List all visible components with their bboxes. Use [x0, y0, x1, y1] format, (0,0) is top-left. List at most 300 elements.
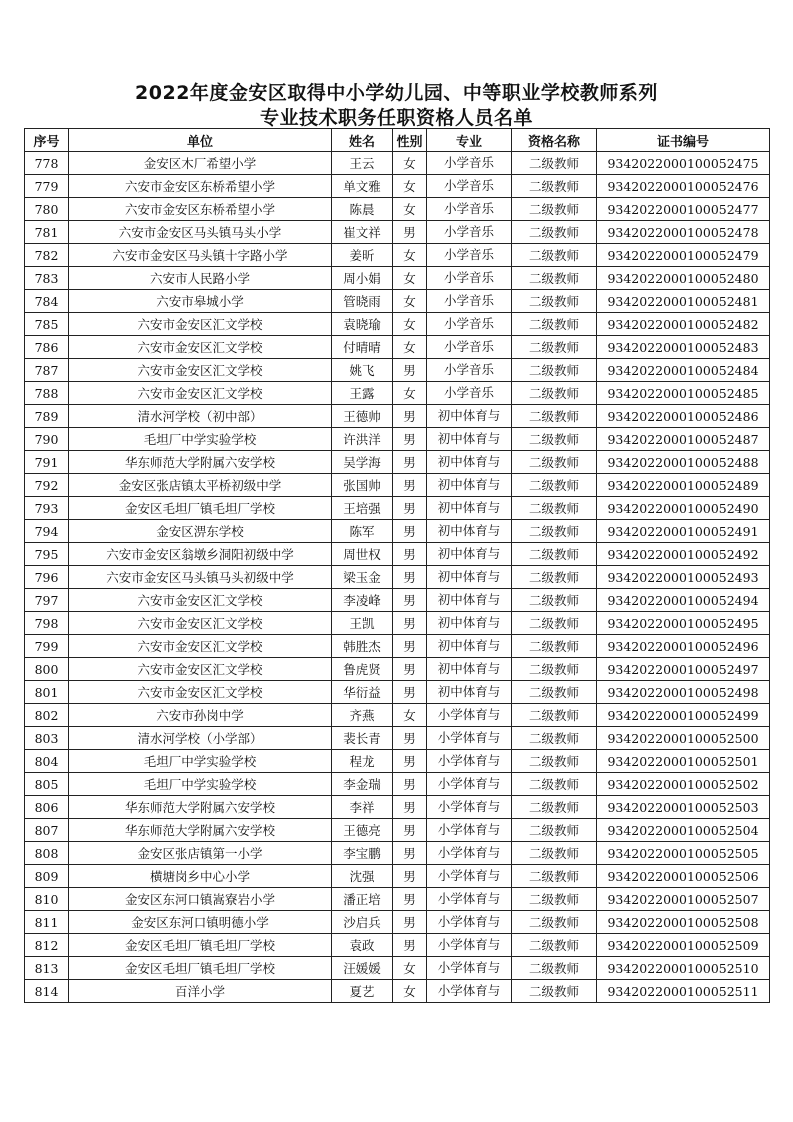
- cell-unit: 六安市金安区汇文学校: [69, 359, 332, 382]
- cell-gender: 男: [393, 842, 427, 865]
- cell-seq: 810: [25, 888, 69, 911]
- cell-certificate: 9342022000100052476: [597, 175, 770, 198]
- cell-major: 初中体育与: [427, 658, 512, 681]
- cell-unit: 六安市金安区东桥希望小学: [69, 198, 332, 221]
- table-row: [25, 175, 770, 198]
- cell-seq: 813: [25, 957, 69, 980]
- cell-name: 梁玉金: [332, 566, 393, 589]
- cell-gender: 男: [393, 750, 427, 773]
- cell-seq: 779: [25, 175, 69, 198]
- cell-major: 小学音乐: [427, 359, 512, 382]
- cell-certificate: 9342022000100052499: [597, 704, 770, 727]
- cell-unit: 六安市金安区汇文学校: [69, 658, 332, 681]
- cell-name: 王云: [332, 152, 393, 175]
- cell-seq: 794: [25, 520, 69, 543]
- cell-major: 初中体育与: [427, 520, 512, 543]
- cell-seq: 782: [25, 244, 69, 267]
- table-row: [25, 520, 770, 543]
- table-row: [25, 911, 770, 934]
- cell-gender: 男: [393, 681, 427, 704]
- cell-qualification: 二级教师: [512, 497, 597, 520]
- cell-gender: 女: [393, 336, 427, 359]
- cell-gender: 男: [393, 520, 427, 543]
- cell-qualification: 二级教师: [512, 819, 597, 842]
- cell-unit: 金安区东河口镇嵩寮岩小学: [69, 888, 332, 911]
- cell-major: 小学音乐: [427, 267, 512, 290]
- cell-qualification: 二级教师: [512, 842, 597, 865]
- table-row: [25, 819, 770, 842]
- cell-qualification: 二级教师: [512, 382, 597, 405]
- cell-qualification: 二级教师: [512, 175, 597, 198]
- cell-unit: 六安市金安区汇文学校: [69, 382, 332, 405]
- cell-name: 李金瑞: [332, 773, 393, 796]
- cell-unit: 金安区木厂希望小学: [69, 152, 332, 175]
- cell-seq: 807: [25, 819, 69, 842]
- cell-name: 周小娟: [332, 267, 393, 290]
- cell-unit: 华东师范大学附属六安学校: [69, 451, 332, 474]
- cell-name: 李祥: [332, 796, 393, 819]
- table-row: [25, 934, 770, 957]
- cell-qualification: 二级教师: [512, 704, 597, 727]
- cell-certificate: 9342022000100052490: [597, 497, 770, 520]
- cell-qualification: 二级教师: [512, 750, 597, 773]
- cell-major: 初中体育与: [427, 543, 512, 566]
- cell-gender: 女: [393, 267, 427, 290]
- cell-unit: 清水河学校（小学部）: [69, 727, 332, 750]
- cell-gender: 男: [393, 497, 427, 520]
- cell-qualification: 二级教师: [512, 589, 597, 612]
- cell-qualification: 二级教师: [512, 428, 597, 451]
- cell-major: 小学体育与: [427, 865, 512, 888]
- cell-major: 小学体育与: [427, 819, 512, 842]
- table-row: [25, 612, 770, 635]
- cell-seq: 814: [25, 980, 69, 1003]
- cell-certificate: 9342022000100052486: [597, 405, 770, 428]
- cell-certificate: 9342022000100052506: [597, 865, 770, 888]
- cell-gender: 男: [393, 773, 427, 796]
- cell-gender: 男: [393, 359, 427, 382]
- cell-name: 齐燕: [332, 704, 393, 727]
- table-row: [25, 543, 770, 566]
- cell-name: 王凯: [332, 612, 393, 635]
- cell-certificate: 9342022000100052496: [597, 635, 770, 658]
- cell-qualification: 二级教师: [512, 267, 597, 290]
- document-title-line1: 2022年度金安区取得中小学幼儿园、中等职业学校教师系列: [135, 82, 658, 104]
- cell-qualification: 二级教师: [512, 520, 597, 543]
- cell-certificate: 9342022000100052508: [597, 911, 770, 934]
- table-row: [25, 750, 770, 773]
- cell-unit: 六安市孙岗中学: [69, 704, 332, 727]
- table-row: [25, 267, 770, 290]
- table-row: [25, 405, 770, 428]
- cell-name: 陈军: [332, 520, 393, 543]
- cell-gender: 男: [393, 727, 427, 750]
- cell-gender: 男: [393, 428, 427, 451]
- table-row: [25, 474, 770, 497]
- cell-major: 小学体育与: [427, 842, 512, 865]
- cell-unit: 金安区毛坦厂镇毛坦厂学校: [69, 957, 332, 980]
- cell-qualification: 二级教师: [512, 244, 597, 267]
- cell-major: 小学音乐: [427, 244, 512, 267]
- cell-seq: 808: [25, 842, 69, 865]
- cell-major: 小学音乐: [427, 152, 512, 175]
- cell-unit: 金安区毛坦厂镇毛坦厂学校: [69, 934, 332, 957]
- cell-major: 小学音乐: [427, 313, 512, 336]
- cell-major: 初中体育与: [427, 589, 512, 612]
- cell-seq: 792: [25, 474, 69, 497]
- cell-gender: 男: [393, 543, 427, 566]
- cell-certificate: 9342022000100052484: [597, 359, 770, 382]
- table-row: [25, 681, 770, 704]
- cell-certificate: 9342022000100052483: [597, 336, 770, 359]
- cell-certificate: 9342022000100052489: [597, 474, 770, 497]
- cell-name: 姚飞: [332, 359, 393, 382]
- cell-unit: 六安市金安区汇文学校: [69, 681, 332, 704]
- cell-unit: 六安市金安区马头镇十字路小学: [69, 244, 332, 267]
- cell-qualification: 二级教师: [512, 681, 597, 704]
- cell-name: 单文雅: [332, 175, 393, 198]
- table-row: [25, 957, 770, 980]
- cell-unit: 六安市金安区马头镇马头小学: [69, 221, 332, 244]
- cell-qualification: 二级教师: [512, 658, 597, 681]
- table-row: [25, 658, 770, 681]
- cell-major: 初中体育与: [427, 612, 512, 635]
- cell-major: 小学音乐: [427, 336, 512, 359]
- cell-seq: 795: [25, 543, 69, 566]
- cell-name: 陈晨: [332, 198, 393, 221]
- cell-seq: 786: [25, 336, 69, 359]
- cell-name: 王德亮: [332, 819, 393, 842]
- cell-certificate: 9342022000100052493: [597, 566, 770, 589]
- cell-name: 沙启兵: [332, 911, 393, 934]
- cell-seq: 790: [25, 428, 69, 451]
- cell-major: 小学体育与: [427, 704, 512, 727]
- cell-major: 初中体育与: [427, 474, 512, 497]
- cell-qualification: 二级教师: [512, 980, 597, 1003]
- cell-certificate: 9342022000100052481: [597, 290, 770, 313]
- cell-certificate: 9342022000100052511: [597, 980, 770, 1003]
- cell-qualification: 二级教师: [512, 405, 597, 428]
- header-qualification: 资格名称: [512, 129, 597, 152]
- cell-seq: 799: [25, 635, 69, 658]
- cell-major: 初中体育与: [427, 635, 512, 658]
- cell-major: 小学体育与: [427, 888, 512, 911]
- cell-gender: 男: [393, 474, 427, 497]
- cell-major: 初中体育与: [427, 497, 512, 520]
- cell-certificate: 9342022000100052500: [597, 727, 770, 750]
- table-row: [25, 313, 770, 336]
- cell-seq: 785: [25, 313, 69, 336]
- cell-gender: 男: [393, 865, 427, 888]
- cell-seq: 804: [25, 750, 69, 773]
- cell-name: 沈强: [332, 865, 393, 888]
- table-row: [25, 773, 770, 796]
- cell-gender: 女: [393, 290, 427, 313]
- cell-unit: 毛坦厂中学实验学校: [69, 428, 332, 451]
- cell-unit: 六安市金安区汇文学校: [69, 635, 332, 658]
- cell-certificate: 9342022000100052479: [597, 244, 770, 267]
- cell-qualification: 二级教师: [512, 566, 597, 589]
- table-row: [25, 497, 770, 520]
- cell-qualification: 二级教师: [512, 221, 597, 244]
- table-row: [25, 336, 770, 359]
- table-row: [25, 635, 770, 658]
- cell-name: 李宝鹏: [332, 842, 393, 865]
- cell-name: 许洪洋: [332, 428, 393, 451]
- cell-gender: 男: [393, 405, 427, 428]
- header-gender: 性别: [393, 129, 427, 152]
- cell-certificate: 9342022000100052485: [597, 382, 770, 405]
- cell-major: 小学音乐: [427, 382, 512, 405]
- cell-seq: 780: [25, 198, 69, 221]
- cell-name: 王德帅: [332, 405, 393, 428]
- table-row: [25, 428, 770, 451]
- table-row: [25, 451, 770, 474]
- cell-certificate: 9342022000100052491: [597, 520, 770, 543]
- cell-certificate: 9342022000100052497: [597, 658, 770, 681]
- cell-qualification: 二级教师: [512, 911, 597, 934]
- cell-name: 袁晓瑜: [332, 313, 393, 336]
- cell-name: 姜昕: [332, 244, 393, 267]
- cell-unit: 六安市金安区东桥希望小学: [69, 175, 332, 198]
- table-row: [25, 221, 770, 244]
- cell-gender: 男: [393, 566, 427, 589]
- header-seq: 序号: [25, 129, 69, 152]
- cell-unit: 金安区张店镇第一小学: [69, 842, 332, 865]
- cell-unit: 六安市人民路小学: [69, 267, 332, 290]
- cell-gender: 男: [393, 451, 427, 474]
- cell-name: 袁政: [332, 934, 393, 957]
- cell-name: 华衍益: [332, 681, 393, 704]
- cell-qualification: 二级教师: [512, 359, 597, 382]
- cell-major: 初中体育与: [427, 451, 512, 474]
- cell-major: 小学音乐: [427, 290, 512, 313]
- cell-gender: 男: [393, 796, 427, 819]
- cell-unit: 华东师范大学附属六安学校: [69, 819, 332, 842]
- table-row: [25, 888, 770, 911]
- cell-qualification: 二级教师: [512, 635, 597, 658]
- cell-seq: 798: [25, 612, 69, 635]
- cell-qualification: 二级教师: [512, 773, 597, 796]
- cell-gender: 男: [393, 888, 427, 911]
- cell-certificate: 9342022000100052501: [597, 750, 770, 773]
- cell-unit: 金安区毛坦厂镇毛坦厂学校: [69, 497, 332, 520]
- cell-seq: 802: [25, 704, 69, 727]
- table-row: [25, 589, 770, 612]
- cell-seq: 789: [25, 405, 69, 428]
- cell-major: 小学体育与: [427, 727, 512, 750]
- cell-name: 管晓雨: [332, 290, 393, 313]
- cell-qualification: 二级教师: [512, 543, 597, 566]
- cell-gender: 女: [393, 980, 427, 1003]
- cell-seq: 778: [25, 152, 69, 175]
- table-row: [25, 980, 770, 1003]
- cell-major: 初中体育与: [427, 428, 512, 451]
- cell-gender: 女: [393, 382, 427, 405]
- cell-name: 李凌峰: [332, 589, 393, 612]
- cell-gender: 女: [393, 152, 427, 175]
- cell-major: 小学体育与: [427, 980, 512, 1003]
- cell-gender: 男: [393, 658, 427, 681]
- table-row: [25, 566, 770, 589]
- cell-certificate: 9342022000100052504: [597, 819, 770, 842]
- cell-seq: 788: [25, 382, 69, 405]
- cell-certificate: 9342022000100052492: [597, 543, 770, 566]
- cell-name: 汪媛媛: [332, 957, 393, 980]
- cell-name: 吴学海: [332, 451, 393, 474]
- table-row: [25, 842, 770, 865]
- table-row: [25, 865, 770, 888]
- cell-seq: 781: [25, 221, 69, 244]
- table-row: [25, 152, 770, 175]
- cell-seq: 805: [25, 773, 69, 796]
- cell-seq: 812: [25, 934, 69, 957]
- cell-gender: 男: [393, 819, 427, 842]
- cell-major: 初中体育与: [427, 405, 512, 428]
- cell-seq: 793: [25, 497, 69, 520]
- cell-unit: 金安区张店镇太平桥初级中学: [69, 474, 332, 497]
- cell-seq: 803: [25, 727, 69, 750]
- header-certificate: 证书编号: [597, 129, 770, 152]
- cell-qualification: 二级教师: [512, 451, 597, 474]
- cell-gender: 男: [393, 221, 427, 244]
- cell-certificate: 9342022000100052510: [597, 957, 770, 980]
- cell-qualification: 二级教师: [512, 474, 597, 497]
- table-row: [25, 727, 770, 750]
- cell-seq: 791: [25, 451, 69, 474]
- cell-name: 鲁虎贤: [332, 658, 393, 681]
- cell-certificate: 9342022000100052509: [597, 934, 770, 957]
- table-row: [25, 290, 770, 313]
- roster-table: [24, 128, 770, 1003]
- cell-certificate: 9342022000100052494: [597, 589, 770, 612]
- cell-name: 韩胜杰: [332, 635, 393, 658]
- cell-gender: 女: [393, 704, 427, 727]
- cell-seq: 809: [25, 865, 69, 888]
- cell-seq: 784: [25, 290, 69, 313]
- cell-certificate: 9342022000100052475: [597, 152, 770, 175]
- cell-name: 周世权: [332, 543, 393, 566]
- cell-major: 初中体育与: [427, 681, 512, 704]
- cell-seq: 800: [25, 658, 69, 681]
- cell-major: 小学体育与: [427, 957, 512, 980]
- cell-certificate: 9342022000100052503: [597, 796, 770, 819]
- cell-qualification: 二级教师: [512, 957, 597, 980]
- cell-qualification: 二级教师: [512, 796, 597, 819]
- cell-name: 王露: [332, 382, 393, 405]
- table-body: [25, 152, 770, 1003]
- cell-major: 小学体育与: [427, 796, 512, 819]
- table-row: [25, 796, 770, 819]
- cell-gender: 女: [393, 957, 427, 980]
- cell-qualification: 二级教师: [512, 198, 597, 221]
- table-row: [25, 244, 770, 267]
- header-name: 姓名: [332, 129, 393, 152]
- cell-name: 付晴晴: [332, 336, 393, 359]
- table-row: [25, 198, 770, 221]
- cell-unit: 华东师范大学附属六安学校: [69, 796, 332, 819]
- cell-unit: 百洋小学: [69, 980, 332, 1003]
- cell-certificate: 9342022000100052477: [597, 198, 770, 221]
- cell-qualification: 二级教师: [512, 313, 597, 336]
- cell-unit: 六安市金安区翁墩乡洞阳初级中学: [69, 543, 332, 566]
- cell-qualification: 二级教师: [512, 152, 597, 175]
- cell-unit: 金安区淠东学校: [69, 520, 332, 543]
- cell-gender: 男: [393, 934, 427, 957]
- cell-seq: 811: [25, 911, 69, 934]
- cell-certificate: 9342022000100052495: [597, 612, 770, 635]
- cell-gender: 男: [393, 612, 427, 635]
- cell-seq: 797: [25, 589, 69, 612]
- cell-major: 小学音乐: [427, 198, 512, 221]
- cell-name: 崔文祥: [332, 221, 393, 244]
- header-major: 专业: [427, 129, 512, 152]
- cell-major: 小学体育与: [427, 911, 512, 934]
- cell-unit: 六安市金安区马头镇马头初级中学: [69, 566, 332, 589]
- cell-unit: 六安市皋城小学: [69, 290, 332, 313]
- cell-unit: 六安市金安区汇文学校: [69, 589, 332, 612]
- cell-gender: 男: [393, 589, 427, 612]
- cell-major: 小学音乐: [427, 221, 512, 244]
- cell-certificate: 9342022000100052482: [597, 313, 770, 336]
- header-unit: 单位: [69, 129, 332, 152]
- cell-qualification: 二级教师: [512, 290, 597, 313]
- cell-gender: 女: [393, 313, 427, 336]
- cell-gender: 男: [393, 635, 427, 658]
- cell-unit: 金安区东河口镇明德小学: [69, 911, 332, 934]
- cell-name: 夏艺: [332, 980, 393, 1003]
- cell-qualification: 二级教师: [512, 888, 597, 911]
- cell-seq: 806: [25, 796, 69, 819]
- cell-qualification: 二级教师: [512, 934, 597, 957]
- table-header-row: [25, 129, 770, 152]
- cell-unit: 六安市金安区汇文学校: [69, 313, 332, 336]
- cell-certificate: 9342022000100052507: [597, 888, 770, 911]
- cell-unit: 毛坦厂中学实验学校: [69, 750, 332, 773]
- cell-qualification: 二级教师: [512, 612, 597, 635]
- cell-name: 裴长青: [332, 727, 393, 750]
- document-title-line2: 专业技术职务任职资格人员名单: [259, 107, 533, 129]
- table-row: [25, 359, 770, 382]
- cell-certificate: 9342022000100052478: [597, 221, 770, 244]
- cell-qualification: 二级教师: [512, 727, 597, 750]
- cell-unit: 横塘岗乡中心小学: [69, 865, 332, 888]
- cell-gender: 男: [393, 911, 427, 934]
- cell-certificate: 9342022000100052505: [597, 842, 770, 865]
- cell-certificate: 9342022000100052487: [597, 428, 770, 451]
- cell-certificate: 9342022000100052502: [597, 773, 770, 796]
- cell-gender: 女: [393, 198, 427, 221]
- table-row: [25, 704, 770, 727]
- cell-qualification: 二级教师: [512, 865, 597, 888]
- cell-certificate: 9342022000100052498: [597, 681, 770, 704]
- cell-name: 潘正培: [332, 888, 393, 911]
- cell-seq: 801: [25, 681, 69, 704]
- cell-major: 小学音乐: [427, 175, 512, 198]
- cell-major: 小学体育与: [427, 773, 512, 796]
- cell-gender: 女: [393, 175, 427, 198]
- cell-name: 王培强: [332, 497, 393, 520]
- cell-major: 初中体育与: [427, 566, 512, 589]
- cell-unit: 清水河学校（初中部）: [69, 405, 332, 428]
- cell-seq: 783: [25, 267, 69, 290]
- cell-major: 小学体育与: [427, 934, 512, 957]
- cell-unit: 毛坦厂中学实验学校: [69, 773, 332, 796]
- cell-major: 小学体育与: [427, 750, 512, 773]
- cell-name: 程龙: [332, 750, 393, 773]
- cell-qualification: 二级教师: [512, 336, 597, 359]
- cell-seq: 796: [25, 566, 69, 589]
